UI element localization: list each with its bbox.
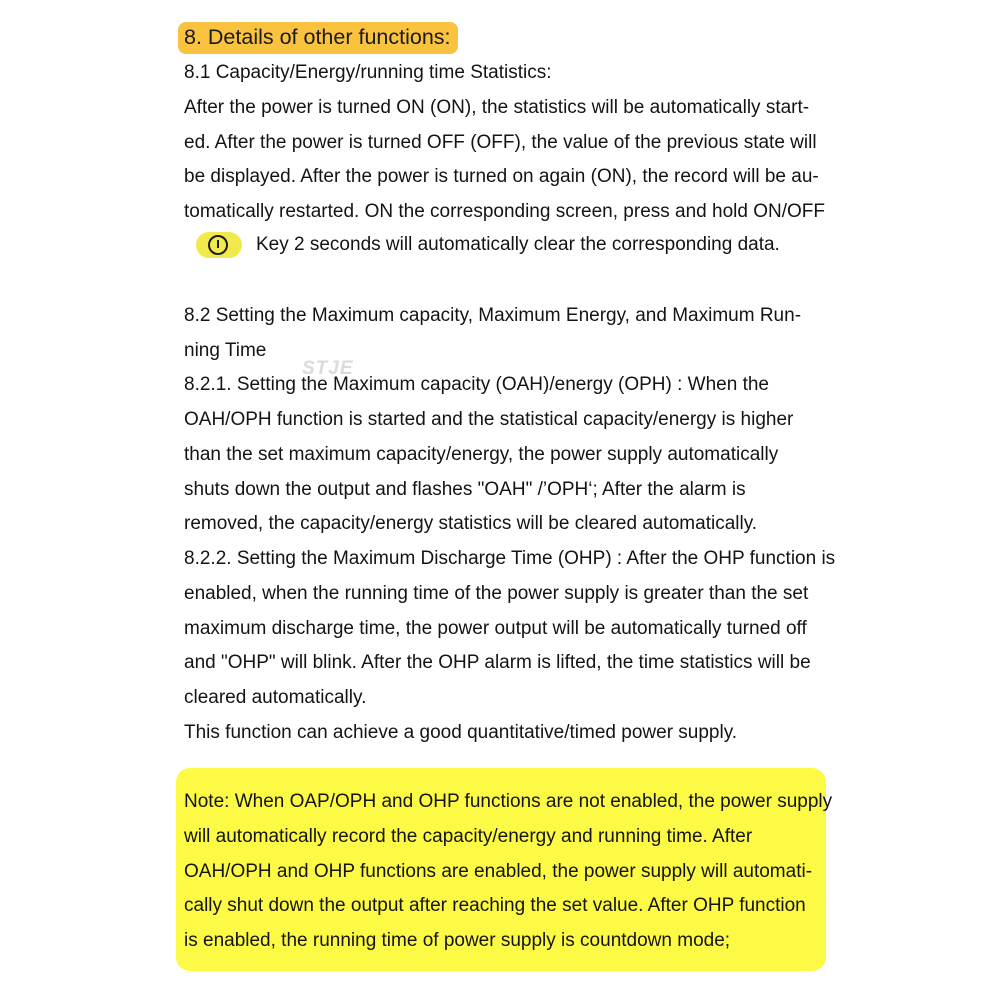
text-line: After the power is turned ON (ON), the statistics will be automatically start- (184, 97, 810, 118)
note-line: cally shut down the output after reaching the set value. After OHP function (184, 895, 806, 916)
text-line: OAH/OPH function is started and the statistical capacity/energy is higher (184, 409, 794, 430)
note-line: will automatically record the capacity/energy and running time. After (184, 826, 753, 847)
note-line: Note: When OAP/OPH and OHP functions are not enabled, the power supply (184, 791, 833, 812)
text-line: removed, the capacity/energy statistics will be cleared automatically. (184, 513, 758, 534)
summary-line: This function can achieve a good quantitative/timed power supply. (184, 722, 738, 743)
note-line: OAH/OPH and OHP functions are enabled, the power supply will automati- (184, 861, 813, 882)
text-line: 8.2.1. Setting the Maximum capacity (OAH)/energy (OPH) : When the (184, 374, 770, 395)
text-line: shuts down the output and flashes "OAH" /’OPH‘; After the alarm is (184, 479, 746, 500)
text-line: tomatically restarted. ON the corresponding screen, press and hold ON/OFF (184, 201, 825, 222)
text-line: enabled, when the running time of the power supply is greater than the set (184, 583, 809, 604)
text-line: than the set maximum capacity/energy, the power supply automatically (184, 444, 779, 465)
text-line: be displayed. After the power is turned on again (ON), the record will be au- (184, 166, 819, 187)
watermark-text: STJE (302, 358, 354, 379)
key-instruction-text: Key 2 seconds will automatically clear the corresponding data. (256, 234, 780, 256)
section-8-2-title: 8.2 Setting the Maximum capacity, Maximum Energy, and Maximum Run- (184, 305, 802, 326)
section-8-1-title: 8.1 Capacity/Energy/running time Statistics: (184, 62, 552, 83)
text-line: ed. After the power is turned OFF (OFF), the value of the previous state will (184, 132, 817, 153)
text-line: and "OHP" will blink. After the OHP alarm is lifted, the time statistics will be (184, 652, 811, 673)
text-line: cleared automatically. (184, 687, 367, 708)
section-heading: 8. Details of other functions: (178, 22, 458, 54)
key-instruction-line (196, 232, 780, 258)
text-line: maximum discharge time, the power output will be automatically turned off (184, 618, 807, 639)
section-8-2-title-cont: ning Time (184, 340, 267, 361)
note-line: is enabled, the running time of power supply is countdown mode; (184, 930, 731, 951)
power-key-icon (196, 232, 242, 258)
text-line: 8.2.2. Setting the Maximum Discharge Time (OHP) : After the OHP function is (184, 548, 836, 569)
